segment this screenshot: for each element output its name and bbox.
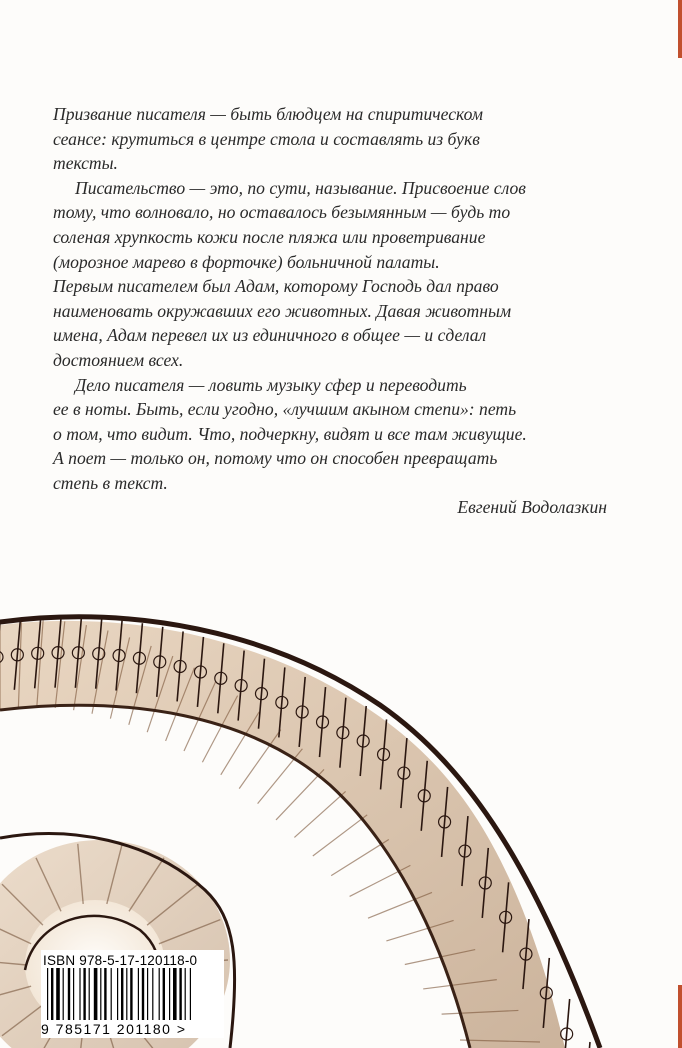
quote-line: сеансе: крутиться в центре стола и составлять из букв <box>53 128 480 149</box>
quote-line: (морозное марево в форточке) больничной палаты. <box>53 251 440 272</box>
barcode-bars <box>41 968 224 1020</box>
quote-author: Евгений Водолазкин <box>457 497 607 517</box>
quote-line: Дело писателя — ловить музыку сфер и переводить <box>75 374 467 395</box>
barcode-digits: 9 785171 201180 > <box>41 1021 187 1037</box>
quote-line: Писательство — это, по сути, называние. Присвоение слов <box>75 177 526 198</box>
quote-line: Первым писателем был Адам, которому Господь дал право <box>53 276 499 297</box>
quote-line: о том, что видит. Что, подчеркну, видят и все там живущие. <box>53 423 527 444</box>
quote-line: наименовать окружавших его животных. Давая животным <box>53 300 512 321</box>
quote-text <box>53 102 623 496</box>
quote-line: достоянием всех. <box>53 349 184 370</box>
accent-edge-top <box>678 0 682 58</box>
quote-line: соленая хрупкость кожи после пляжа или проветривание <box>53 226 486 247</box>
quote-line: Призвание писателя — быть блюдцем на спиритическом <box>53 104 483 124</box>
quote-line: тексты. <box>53 153 118 174</box>
isbn-barcode <box>41 950 224 1038</box>
quote-line: степь в текст. <box>53 472 168 493</box>
quote-line: тому, что волновало, но оставалось безымянным — будь то <box>53 202 511 223</box>
quote-line: А поет — только он, потому что он способен превращать <box>53 448 498 469</box>
isbn-label: ISBN 978-5-17-120118-0 <box>43 953 198 968</box>
quote-line: ее в ноты. Быть, если угодно, «лучшим акыном степи»: петь <box>53 399 517 420</box>
quote-line: имена, Адам перевел их из единичного в общее — и сделал <box>53 325 487 346</box>
